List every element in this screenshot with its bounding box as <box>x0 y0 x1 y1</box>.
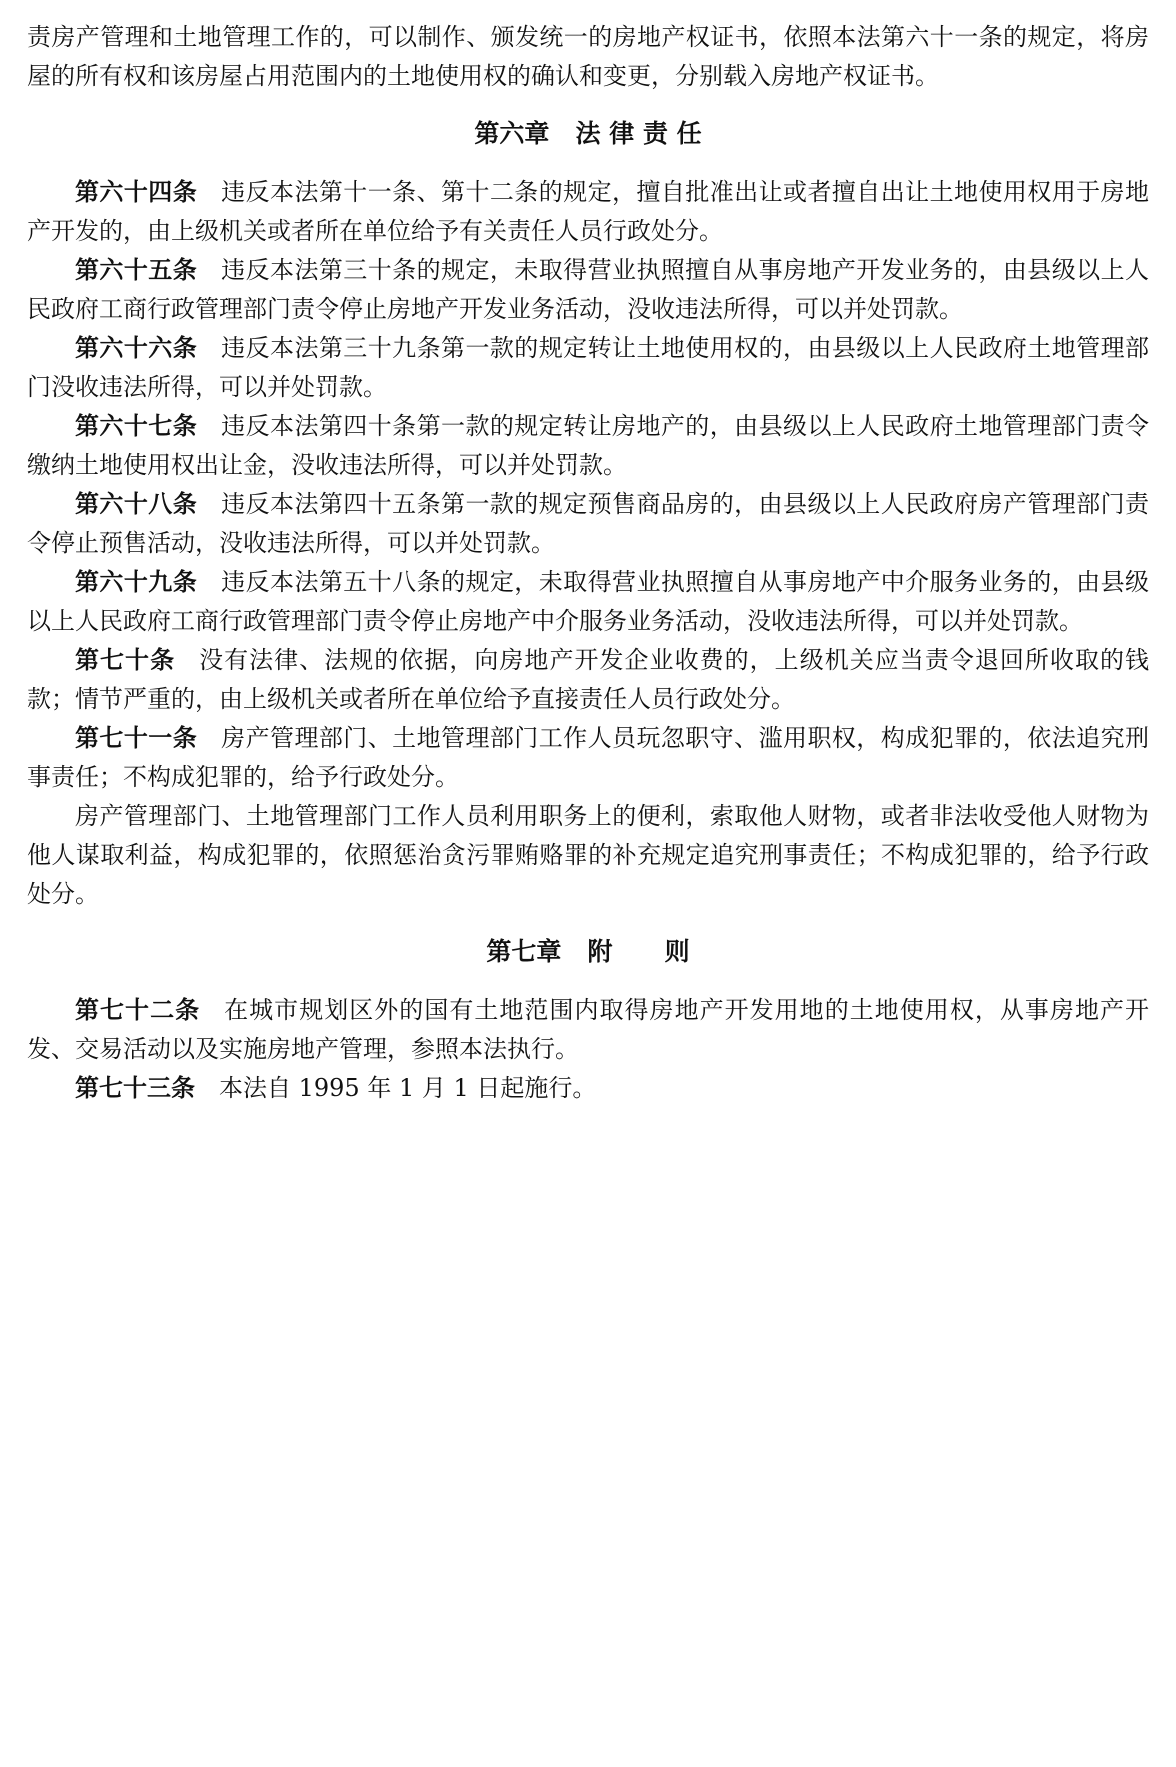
article-73 <box>27 1069 1149 1108</box>
intro-paragraph: 责房产管理和土地管理工作的，可以制作、颁发统一的房地产权证书，依照本法第六十一条的规定，将房屋的所有权和该房屋占用范围内的土地使用权的确认和变更，分别载入房地产权证书。 <box>27 23 1149 90</box>
article-68 <box>27 485 1149 563</box>
article-number: 第七十条 <box>75 646 176 674</box>
article-text: 本法自 1995 年 1 月 1 日起施行。 <box>219 1074 597 1102</box>
article-70 <box>27 641 1149 719</box>
article-text: 没有法律、法规的依据，向房地产开发企业收费的，上级机关应当责令退回所收取的钱款；情节严重的，由上级机关或者所在单位给予直接责任人员行政处分。 <box>27 646 1150 713</box>
article-text: 违反本法第十一条、第十二条的规定，擅自批准出让或者擅自出让土地使用权用于房地产开发的，由上级机关或者所在单位给予有关责任人员行政处分。 <box>27 178 1150 245</box>
article-number: 第六十八条 <box>75 490 198 518</box>
article-67 <box>27 407 1149 485</box>
article-number: 第六十四条 <box>75 178 198 206</box>
document-page <box>27 18 1149 1108</box>
article-text: 违反本法第三十九条第一款的规定转让土地使用权的，由县级以上人民政府土地管理部门没收违法所得，可以并处罚款。 <box>27 334 1150 401</box>
article-number: 第六十五条 <box>75 256 198 284</box>
article-text: 在城市规划区外的国有土地范围内取得房地产开发用地的土地使用权，从事房地产开发、交易活动以及实施房地产管理，参照本法执行。 <box>27 996 1150 1063</box>
article-text: 违反本法第四十五条第一款的规定预售商品房的，由县级以上人民政府房产管理部门责令停止预售活动，没收违法所得，可以并处罚款。 <box>27 490 1150 557</box>
article-text: 违反本法第三十条的规定，未取得营业执照擅自从事房地产开发业务的，由县级以上人民政府工商行政管理部门责令停止房地产开发业务活动，没收违法所得，可以并处罚款。 <box>27 256 1150 323</box>
article-text: 房产管理部门、土地管理部门工作人员玩忽职守、滥用职权，构成犯罪的，依法追究刑事责任；不构成犯罪的，给予行政处分。 <box>27 724 1150 791</box>
article-71 <box>27 719 1149 797</box>
article-number: 第七十二条 <box>75 996 201 1024</box>
chapter-7-title: 第七章 附 则 <box>486 937 690 966</box>
article-number: 第六十六条 <box>75 334 198 362</box>
article-71-paragraph-2: 房产管理部门、土地管理部门工作人员利用职务上的便利，索取他人财物，或者非法收受他人财物为他人谋取利益，构成犯罪的，依照惩治贪污罪贿赂罪的补充规定追究刑事责任；不构成犯罪的，给予行政处分。 <box>27 802 1149 908</box>
article-number: 第七十三条 <box>75 1074 195 1102</box>
chapter-6-title: 第六章 法 律 责 任 <box>474 119 702 148</box>
article-64 <box>27 173 1149 251</box>
article-number: 第六十九条 <box>75 568 198 596</box>
article-number: 第六十七条 <box>75 412 198 440</box>
article-72 <box>27 991 1149 1069</box>
article-66 <box>27 329 1149 407</box>
article-text: 违反本法第四十条第一款的规定转让房地产的，由县级以上人民政府土地管理部门责令缴纳土地使用权出让金，没收违法所得，可以并处罚款。 <box>27 412 1150 479</box>
article-65 <box>27 251 1149 329</box>
article-69 <box>27 563 1149 641</box>
article-number: 第七十一条 <box>75 724 198 752</box>
article-text: 违反本法第五十八条的规定，未取得营业执照擅自从事房地产中介服务业务的，由县级以上人民政府工商行政管理部门责令停止房地产中介服务业务活动，没收违法所得，可以并处罚款。 <box>27 568 1150 635</box>
